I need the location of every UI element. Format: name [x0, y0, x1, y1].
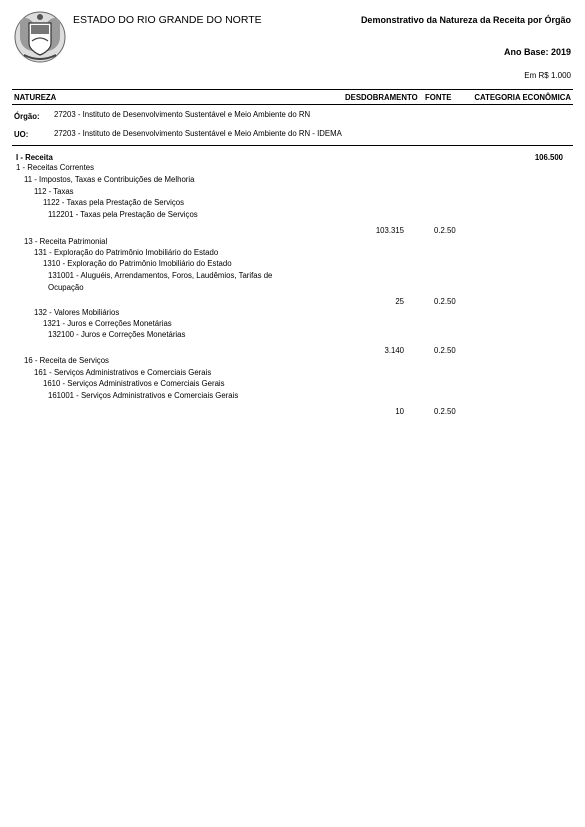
line-servicos-administrativos: 161 - Serviços Administrativos e Comerciais Gerais	[34, 368, 212, 377]
line-exploracao-patrimonio-sub: 1310 - Exploração do Patrimônio Imobiliário do Estado	[43, 259, 232, 268]
line-valores-mobiliarios: 132 - Valores Mobiliários	[34, 308, 120, 317]
value-desdobramento: 3.140	[384, 346, 404, 355]
line-servicos-administrativos-sub: 1610 - Serviços Administrativos e Comerciais Gerais	[43, 379, 225, 388]
header-rule-top	[12, 89, 573, 90]
section-rule	[12, 145, 573, 146]
col-natureza: NATUREZA	[14, 93, 57, 102]
line-exploracao-patrimonio: 131 - Exploração do Patrimônio Imobiliário do Estado	[34, 248, 219, 257]
line-receitas-correntes: 1 - Receitas Correntes	[16, 163, 94, 172]
line-receita-patrimonial: 13 - Receita Patrimonial	[24, 237, 108, 246]
line-juros-correcoes: 1321 - Juros e Correções Monetárias	[43, 319, 172, 328]
currency-unit: Em R$ 1.000	[524, 71, 571, 80]
value-fonte: 0.2.50	[434, 346, 456, 355]
receita-total: 106.500	[534, 153, 563, 162]
line-receita-servicos: 16 - Receita de Serviços	[24, 356, 109, 365]
line-taxas: 112 - Taxas	[34, 187, 74, 196]
value-fonte: 0.2.50	[434, 407, 456, 416]
line-alugueis: 131001 - Aluguéis, Arrendamentos, Foros, Laudêmios, Tarifas de	[48, 271, 273, 280]
col-fonte: FONTE	[425, 93, 452, 102]
base-year: Ano Base: 2019	[503, 47, 571, 57]
line-servicos-administrativos-detail: 161001 - Serviços Administrativos e Comerciais Gerais	[48, 391, 239, 400]
receita-title: I - Receita	[16, 153, 53, 162]
value-desdobramento: 25	[395, 297, 404, 306]
orgao-label: Órgão:	[14, 112, 40, 121]
state-coat-of-arms-logo	[14, 11, 66, 63]
value-desdobramento: 103.315	[375, 226, 404, 235]
value-fonte: 0.2.50	[434, 297, 456, 306]
state-name: ESTADO DO RIO GRANDE DO NORTE	[73, 14, 262, 26]
orgao-value: 27203 - Instituto de Desenvolvimento Sustentável e Meio Ambiente do RN	[54, 110, 311, 119]
uo-value: 27203 - Instituto de Desenvolvimento Sustentável e Meio Ambiente do RN - IDEMA	[54, 129, 342, 138]
col-categoria-economica: CATEGORIA ECONÔMICA	[474, 93, 571, 102]
line-taxas-prestacao-detail: 112201 - Taxas pela Prestação de Serviços	[48, 210, 198, 219]
uo-label: UO:	[14, 130, 29, 139]
value-fonte: 0.2.50	[434, 226, 456, 235]
line-taxas-prestacao: 1122 - Taxas pela Prestação de Serviços	[43, 198, 185, 207]
line-juros-correcoes-detail: 132100 - Juros e Correções Monetárias	[48, 330, 186, 339]
header-rule-bottom	[12, 104, 573, 105]
line-impostos-taxas: 11 - Impostos, Taxas e Contribuições de Melhoria	[24, 175, 195, 184]
value-desdobramento: 10	[395, 407, 404, 416]
line-alugueis-cont: Ocupação	[48, 283, 84, 292]
col-desdobramento: DESDOBRAMENTO	[345, 93, 418, 102]
report-title: Demonstrativo da Natureza da Receita por Órgão	[360, 15, 571, 25]
